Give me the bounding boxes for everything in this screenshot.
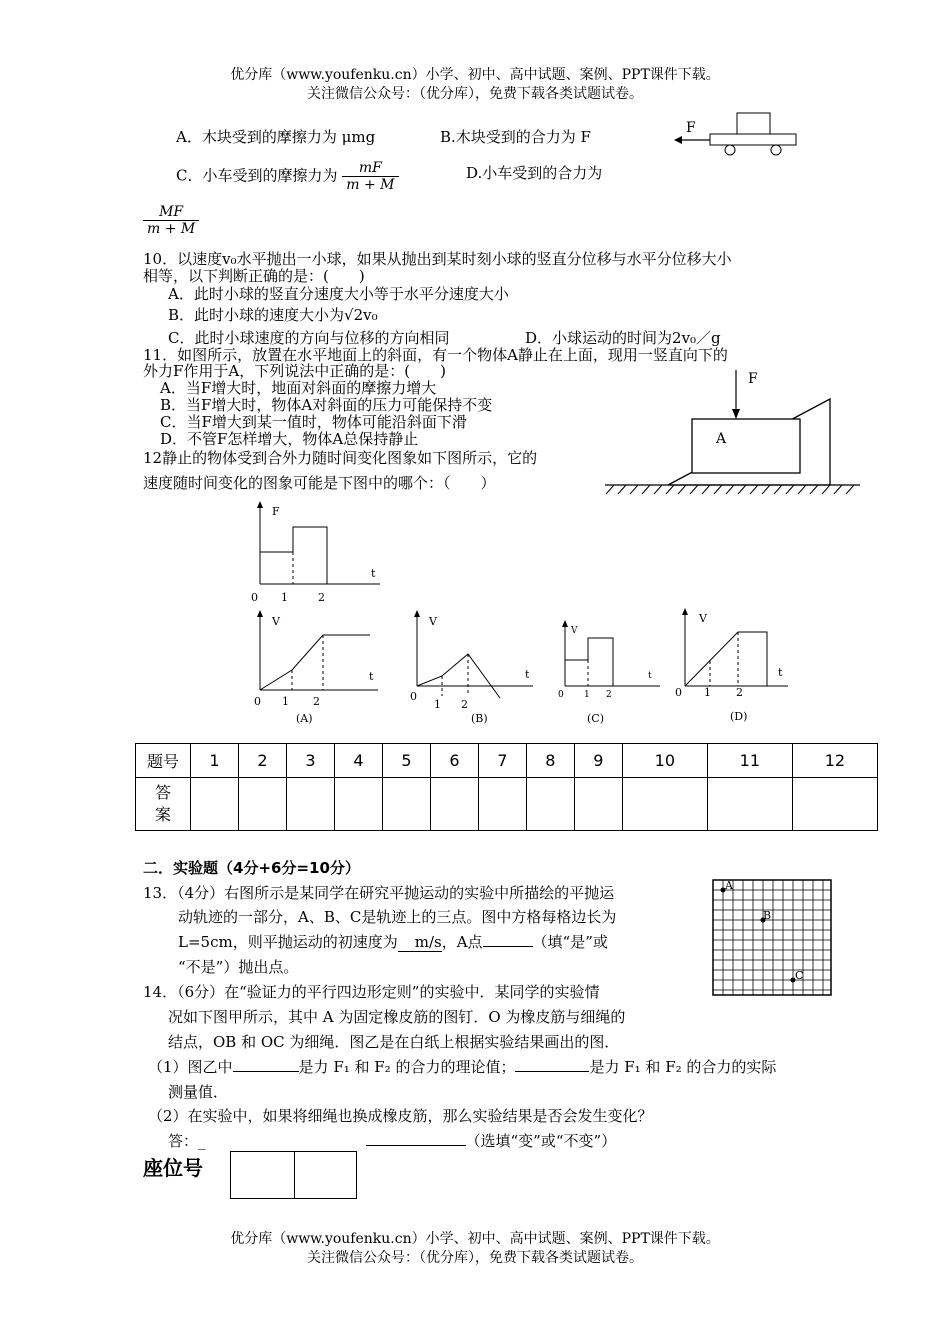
answer-cell[interactable]: [334, 778, 382, 831]
q12-c-caption: (C): [587, 712, 604, 725]
q12-d-xlabel: t: [778, 666, 783, 679]
q14-answer-line: [168, 1130, 616, 1151]
q13-line-3c: （填“是”或: [532, 933, 608, 951]
q12-c-ylabel: V: [571, 626, 578, 636]
q9-option-a: A．木块受到的摩擦力为 μmg: [176, 128, 376, 146]
answer-cell[interactable]: [707, 778, 792, 831]
q9-c-denominator: m + M: [342, 176, 398, 193]
q12-d-t2: 2: [736, 686, 743, 699]
q9-wheel-left: [725, 145, 735, 155]
q10-option-c: C．此时小球速度的方向与位移的方向相同: [168, 329, 450, 347]
q13-line-4: “不是”）抛出点。: [178, 958, 299, 976]
q12-b-xlabel: t: [525, 668, 530, 681]
q9-cart-figure: [670, 110, 810, 160]
answer-cell[interactable]: [286, 778, 334, 831]
q9-force-label: F: [686, 120, 696, 136]
q12-f-ylabel: F: [272, 505, 280, 518]
q12-c-origin: 0: [558, 690, 564, 700]
q12-f-origin: 0: [251, 591, 258, 604]
q9-force-arrowhead: [674, 136, 682, 144]
q13-line-3: [178, 931, 608, 952]
answer-table-number: 8: [526, 744, 574, 778]
q14-line-2: 况如下图甲所示，其中 A 为固定橡皮筋的图钉．O 为橡皮筋与细绳的: [168, 1008, 626, 1026]
q11-option-c: C．当F增大到某一值时，物体可能沿斜面下滑: [160, 413, 467, 431]
q11-block-a: [692, 419, 800, 473]
q14-answer-blank[interactable]: [366, 1145, 466, 1146]
answer-table-answer-label: 答案: [136, 778, 191, 831]
q11-force-arrowhead: [732, 409, 740, 419]
q12-graph-d: [670, 604, 790, 724]
footer-line-1: 优分库（www.youfenku.cn）小学、初中、高中试题、案例、PPT课件下载。: [230, 1231, 720, 1247]
q12-c-t2: 2: [606, 690, 612, 700]
q14-part-1c: 是力 F₁ 和 F₂ 的合力的实际: [589, 1058, 777, 1076]
q9-option-c-text: C．小车受到的摩擦力为: [176, 166, 338, 185]
answer-table-number: 11: [707, 744, 792, 778]
q9-option-c: [176, 160, 399, 193]
q11-stem-1: 11．如图所示，放置在水平地面上的斜面，有一个物体A静止在上面，现用一竖直向下的: [143, 346, 728, 364]
q14-part-2: （2）在实验中，如果将细绳也换成橡皮筋，那么实验结果是否会发生变化？: [148, 1107, 653, 1125]
q12-a-ylabel: V: [272, 615, 280, 628]
q13-unit: m/s: [414, 933, 442, 951]
answer-table-number: 3: [286, 744, 334, 778]
q12-a-xlabel: t: [369, 670, 374, 683]
q11-option-d: D．不管F怎样增大，物体A总保持静止: [160, 430, 419, 448]
q11-stem-2: 外力F作用于A，下列说法中正确的是：( ): [143, 362, 446, 380]
q9-d-denominator: m + M: [143, 220, 199, 237]
answer-cell[interactable]: [622, 778, 707, 831]
answer-cell[interactable]: [792, 778, 877, 831]
q9-option-b: B.木块受到的合力为 F: [440, 128, 591, 146]
q14-line-3: 结点，OB 和 OC 为细绳．图乙是在白纸上根据实验结果画出的图．: [168, 1033, 620, 1051]
answer-table-header-label: 题号: [136, 744, 191, 778]
answer-table-number: 10: [622, 744, 707, 778]
footer-line-2: 关注微信公众号：（优分库），免费下载各类试题试卷。: [307, 1250, 643, 1266]
q13-label-b: B: [763, 909, 772, 922]
answer-cell[interactable]: [238, 778, 286, 831]
q9-option-d: D.小车受到的合力为: [466, 164, 603, 182]
q14-answer-label: 答：_: [168, 1132, 206, 1150]
q12-graph-c: [555, 618, 665, 728]
q12-a-caption: (A): [296, 712, 313, 725]
q11-option-b: B．当F增大时，物体A对斜面的压力可能保持不变: [160, 396, 493, 414]
q12-c-curve: [565, 638, 613, 686]
answer-cell[interactable]: [382, 778, 430, 831]
answer-table-number: 4: [334, 744, 382, 778]
answer-cell[interactable]: [526, 778, 574, 831]
q12-d-t1: 1: [704, 686, 711, 699]
q10-option-a: A．此时小球的竖直分速度大小等于水平分速度大小: [168, 285, 509, 303]
q9-option-d-fraction: [143, 204, 199, 237]
q12-a-curve: [260, 635, 370, 690]
answer-table-header-row: [136, 744, 878, 778]
q13-point-a-blank[interactable]: [483, 946, 533, 947]
q9-block: [737, 113, 770, 134]
q9-d-numerator: MF: [159, 204, 184, 220]
answer-table-answer-row: [136, 778, 878, 831]
seat-label: 座位号: [143, 1156, 203, 1180]
answer-table-number: 12: [792, 744, 877, 778]
q13-velocity-blank[interactable]: [398, 933, 442, 952]
q13-line-3b: ，A点: [441, 933, 483, 951]
q12-d-y-arrow: [682, 608, 688, 615]
answer-cell[interactable]: [574, 778, 622, 831]
q12-c-t1: 1: [584, 690, 590, 700]
q11-force-label: F: [748, 371, 758, 387]
q14-part-1: [148, 1056, 776, 1077]
answer-table-number: 5: [382, 744, 430, 778]
answer-cell[interactable]: [430, 778, 478, 831]
q12-a-y-arrow: [257, 610, 263, 617]
q10-stem-1: 10．以速度v₀水平抛出一小球，如果从抛出到某时刻小球的竖直分位移与水平分位移大小: [143, 250, 732, 268]
q12-a-t1: 1: [282, 695, 289, 708]
q14-actual-blank[interactable]: [515, 1071, 589, 1072]
answer-table-number: 7: [478, 744, 526, 778]
q12-d-origin: 0: [675, 686, 682, 699]
q13-label-a: A: [725, 879, 733, 892]
q12-b-t1: 1: [434, 698, 441, 711]
q12-d-ylabel: V: [699, 612, 707, 625]
q12-f-curve: [260, 527, 327, 584]
q12-b-ylabel: V: [429, 615, 437, 628]
q14-theoretical-blank[interactable]: [233, 1071, 299, 1072]
answer-cell[interactable]: [191, 778, 239, 831]
q12-d-caption: (D): [730, 710, 748, 723]
q14-part-1d: 测量值．: [168, 1083, 229, 1101]
answer-cell[interactable]: [478, 778, 526, 831]
q12-graph-a: [250, 608, 380, 728]
q9-c-numerator: mF: [358, 160, 382, 176]
q12-stem-2: 速度随时间变化的图象可能是下图中的哪个：（ ）: [143, 474, 496, 492]
q10-option-d: D．小球运动的时间为2v₀／g: [525, 329, 721, 347]
answer-table-number: 1: [191, 744, 239, 778]
q14-part-1b: 是力 F₁ 和 F₂ 的合力的理论值；: [298, 1058, 516, 1076]
q12-f-y-arrow: [257, 501, 263, 508]
answer-table-number: 9: [574, 744, 622, 778]
q13-line-2: 动轨迹的一部分，A、B、C是轨迹上的三点。图中方格每格边长为: [178, 908, 617, 926]
answer-table-number: 6: [430, 744, 478, 778]
q13-grid-figure: [705, 877, 835, 999]
q13-line-1: 13．（4分）右图所示是某同学在研究平抛运动的实验中所描绘的平抛运: [143, 884, 615, 902]
q14-part-1a: （1）图乙中: [148, 1058, 233, 1076]
q12-stem-1: 12静止的物体受到合外力随时间变化图象如下图所示，它的: [143, 449, 538, 467]
q12-f-xlabel: t: [371, 567, 376, 580]
q12-f-t2: 2: [318, 591, 325, 604]
q11-option-a: A．当F增大时，地面对斜面的摩擦力增大: [160, 379, 437, 397]
q9-cart-body: [710, 134, 796, 145]
q14-line-1: 14．（6分）在“验证力的平行四边形定则”的实验中．某同学的实验情: [143, 983, 600, 1001]
q10-option-b: B．此时小球的速度大小为√2v₀: [168, 306, 378, 324]
q9-wheel-right: [771, 145, 781, 155]
answer-table: [135, 743, 878, 831]
q12-b-origin: 0: [410, 690, 417, 703]
q12-a-origin: 0: [254, 695, 261, 708]
header-line-2: 关注微信公众号：（优分库），免费下载各类试题试卷。: [307, 86, 643, 102]
seat-box-divider: [294, 1152, 295, 1198]
q12-f-t1: 1: [281, 591, 288, 604]
header-line-1: 优分库（www.youfenku.cn）小学、初中、高中试题、案例、PPT课件下载。: [230, 67, 720, 83]
q12-b-t2: 2: [461, 698, 468, 711]
q12-c-y-arrow: [562, 620, 568, 627]
q12-a-t2: 2: [313, 695, 320, 708]
q12-b-caption: (B): [471, 712, 488, 725]
answer-table-number: 2: [238, 744, 286, 778]
q12-graph-b: [405, 608, 535, 728]
q12-graph-force: [245, 497, 385, 609]
q10-stem-2: 相等，以下判断正确的是：( ): [143, 267, 365, 285]
q12-d-curve: [685, 632, 767, 686]
q13-label-c: C: [795, 969, 804, 982]
q13-line-3a: L=5cm，则平抛运动的初速度为: [178, 933, 398, 951]
seat-box: [230, 1151, 357, 1199]
section-2-title: 二．实验题（4分+6分=10分）: [143, 859, 360, 877]
q13-grid-lines: [713, 880, 831, 995]
q9-option-c-fraction: [342, 160, 398, 193]
q12-b-curve: [417, 654, 500, 698]
q11-incline-figure: [600, 365, 865, 505]
q11-block-label: A: [716, 431, 727, 447]
q14-answer-hint: （选填“变”或“不变”）: [465, 1132, 617, 1150]
q12-c-xlabel: t: [648, 671, 652, 681]
q11-ground-hatching: [606, 485, 854, 494]
q12-b-y-arrow: [414, 610, 420, 617]
